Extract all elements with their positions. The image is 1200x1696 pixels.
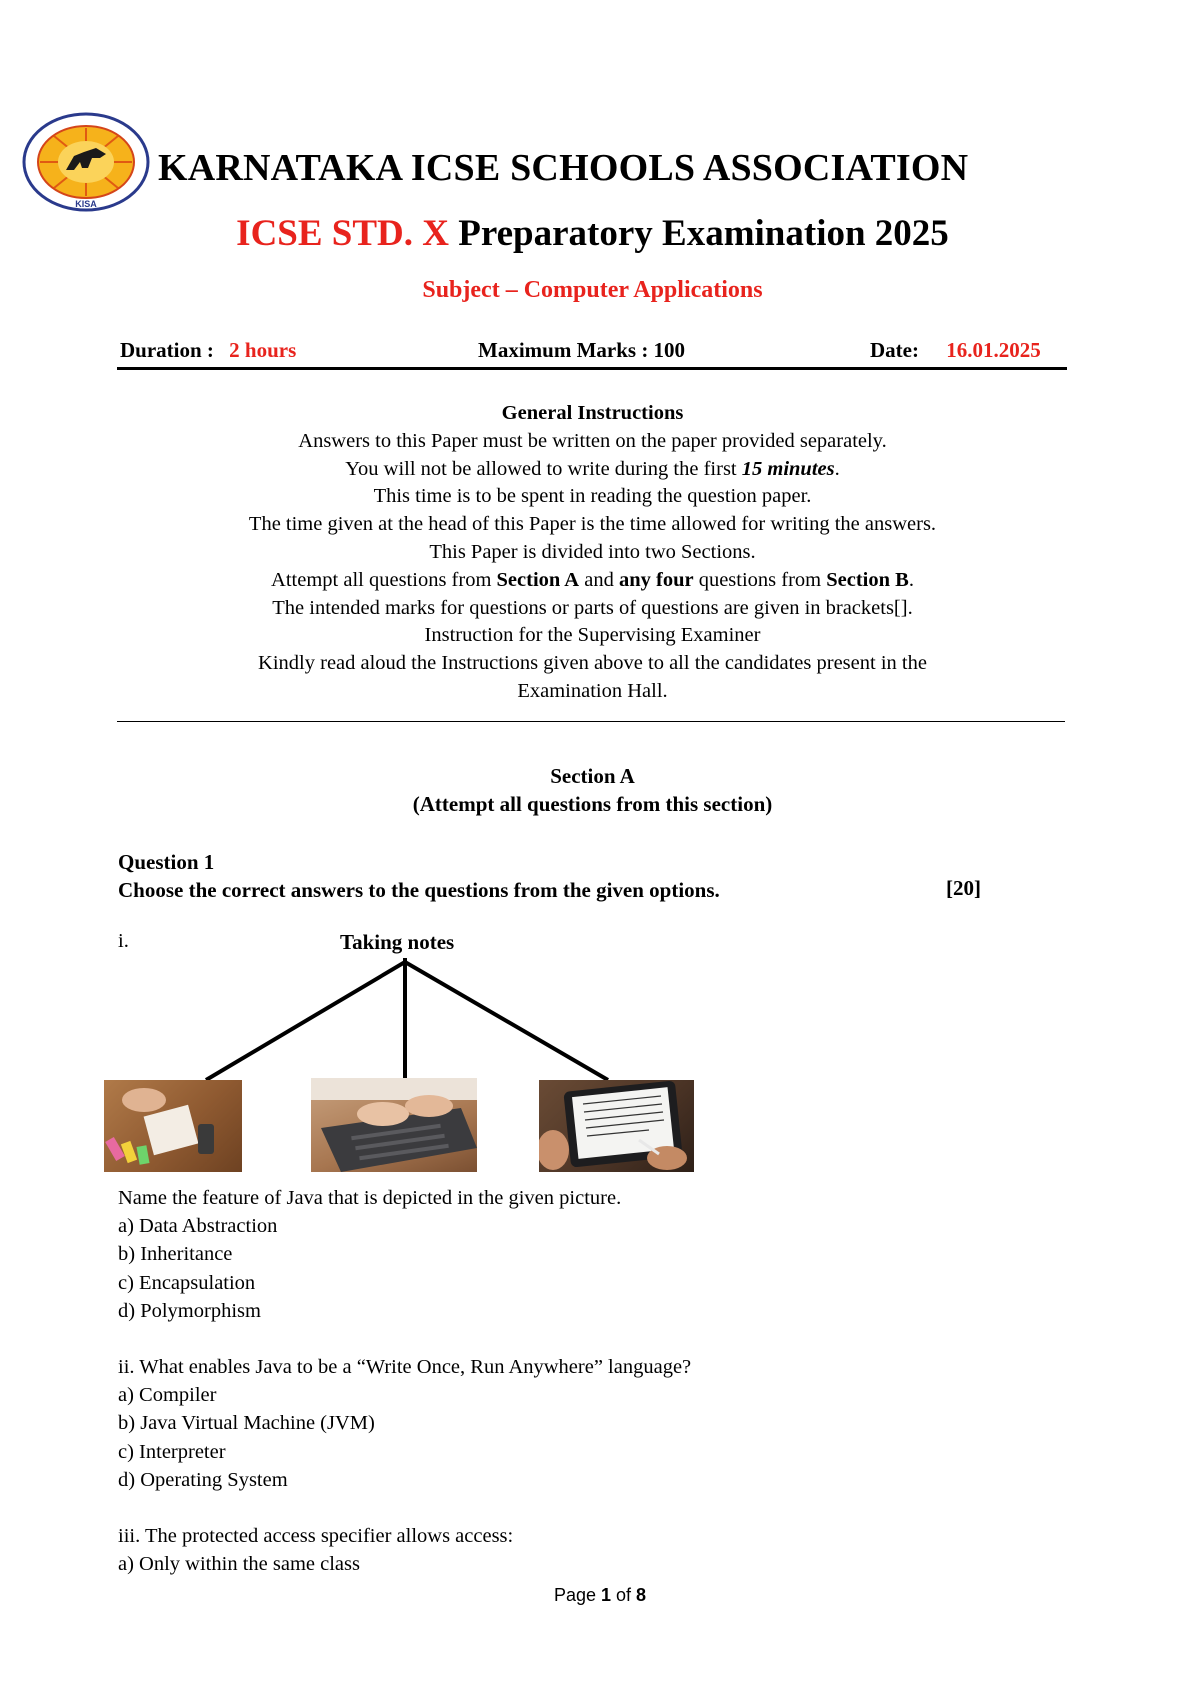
divider-line: [117, 721, 1065, 722]
question-ii-text: ii. What enables Java to be a “Write Once, Run Anywhere” language?: [118, 1356, 692, 1378]
page-footer: Page 1 of 8: [553, 1585, 647, 1605]
instruction-line: Instruction for the Supervising Examiner: [424, 624, 761, 647]
subject-line: Subject – Computer Applications: [422, 277, 763, 303]
option: d) Operating System: [118, 1468, 288, 1491]
logo-text-bottom: KISA: [75, 199, 97, 209]
duration-label: Duration :: [120, 338, 214, 362]
question-iii-body: [118, 1522, 513, 1578]
option: b) Java Virtual Machine (JVM): [118, 1412, 375, 1435]
exam-date: [870, 338, 1041, 363]
organization-name: KARNATAKA ICSE SCHOOLS ASSOCIATION: [158, 147, 969, 189]
page-number: 1: [601, 1585, 612, 1605]
instruction-line: This Paper is divided into two Sections.: [429, 540, 756, 563]
option: a) Data Abstraction: [118, 1215, 278, 1238]
instructions-heading: General Instructions: [501, 402, 684, 424]
question-i-text: Name the feature of Java that is depicted in the given picture.: [118, 1187, 622, 1209]
diagram-label: Taking notes: [340, 930, 455, 954]
instruction-line: The intended marks for questions or parts of questions are given in brackets[].: [272, 596, 913, 619]
exam-title-name: Preparatory Examination 2025: [458, 213, 949, 254]
duration: [120, 338, 296, 363]
photo-laptop: [311, 1078, 477, 1172]
instruction-line: The time given at the head of this Paper is the time allowed for writing the answers.: [248, 513, 937, 536]
option: c) Encapsulation: [118, 1271, 256, 1294]
kisa-logo: [22, 112, 150, 212]
date-value: 16.01.2025: [946, 338, 1041, 362]
option: b) Inheritance: [118, 1243, 233, 1266]
instruction-line: Answers to this Paper must be written on the paper provided separately.: [298, 429, 887, 452]
question-ii-body: [118, 1353, 691, 1494]
question-i-body: [118, 1184, 621, 1325]
question-1-prompt: Choose the correct answers to the questions from the given options.: [118, 878, 720, 902]
question-iii-text: iii. The protected access specifier allows access:: [118, 1525, 514, 1547]
question-1-heading: [118, 848, 720, 904]
general-instructions: [0, 400, 1185, 706]
exam-title-class: ICSE STD. X: [236, 213, 449, 254]
photo-notebook: [104, 1080, 242, 1172]
option: d) Polymorphism: [118, 1299, 261, 1322]
tree-branch-right: [405, 962, 608, 1080]
question-1-marks: [20]: [946, 876, 981, 900]
instruction-line: Attempt all questions from Section A and any four questions from Section B.: [271, 568, 914, 591]
exam-title: [0, 212, 1185, 255]
instruction-line: Examination Hall.: [517, 679, 668, 702]
option: a) Compiler: [118, 1384, 217, 1407]
date-label: Date:: [870, 338, 919, 362]
section-a-title: Section A: [550, 764, 635, 788]
duration-value: 2 hours: [229, 338, 297, 362]
section-a-heading: [0, 762, 1185, 818]
instruction-line: You will not be allowed to write during the first 15 minutes.: [345, 457, 840, 480]
option: c) Interpreter: [118, 1440, 226, 1463]
tree-branch-left: [206, 962, 405, 1080]
instruction-line: This time is to be spent in reading the question paper.: [373, 485, 812, 508]
instruction-line: Kindly read aloud the Instructions given above to all the candidates present in the: [258, 652, 927, 675]
section-a-subtitle: (Attempt all questions from this section): [412, 792, 773, 816]
question-1-title: Question 1: [118, 850, 215, 874]
option: a) Only within the same class: [118, 1553, 360, 1576]
question-i-number: i.: [118, 930, 129, 952]
header-rule: [117, 367, 1067, 370]
photo-tablet: [539, 1080, 694, 1172]
maximum-marks: Maximum Marks : 100: [478, 338, 686, 362]
page-total: 8: [636, 1585, 647, 1605]
